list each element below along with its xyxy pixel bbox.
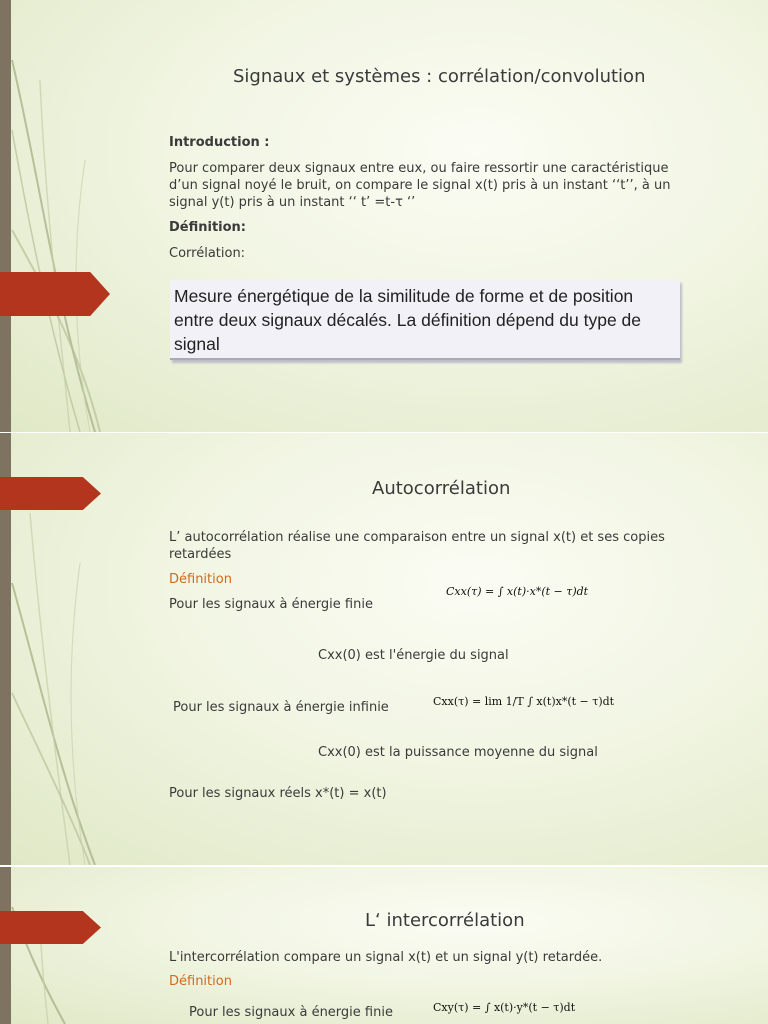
definition-label: Définition [169, 572, 232, 587]
accent-arrow [0, 477, 101, 510]
description-line-1: L’ autocorrélation réalise une comparaison entre un signal x(t) et ses copies [169, 530, 665, 545]
decorative-swoosh [0, 867, 120, 1024]
slide-autocorrelation [0, 433, 768, 865]
slide-title: Signaux et systèmes : corrélation/convolution [233, 66, 646, 87]
formula-text: Cxx(τ) = lim 1/T ∫ x(t)x*(t − τ)dt [433, 695, 615, 708]
autocorr-infinite-formula [433, 695, 614, 708]
slide-title: Autocorrélation [372, 478, 511, 499]
accent-arrow [0, 911, 101, 944]
infinite-energy-label: Pour les signaux à énergie infinie [173, 700, 389, 715]
formula-text: Cxy(τ) = ∫ x(t)·y*(t − τ)dt [433, 1001, 576, 1014]
description: L'intercorrélation compare un signal x(t) et un signal y(t) retardée. [169, 950, 603, 965]
decorative-swoosh [0, 0, 120, 432]
intro-line-2: d’un signal noyé le bruit, on compare le signal x(t) pris à un instant ‘‘t’’, à un [169, 178, 671, 193]
correlation-label: Corrélation: [169, 246, 246, 261]
intro-line-1: Pour comparer deux signaux entre eux, ou faire ressortir une caractéristique [169, 161, 669, 176]
definition-label: Définition [169, 974, 232, 989]
definition-box [170, 280, 680, 360]
slide-title: L‘ intercorrélation [365, 910, 525, 931]
energy-note: Cxx(0) est l'énergie du signal [318, 648, 509, 663]
power-note: Cxx(0) est la puissance moyenne du signal [318, 745, 598, 760]
slide-correlation-intro [0, 0, 768, 432]
real-signals-note: Pour les signaux réels x*(t) = x(t) [169, 786, 387, 801]
description-line-2: retardées [169, 547, 232, 562]
intro-line-3: signal y(t) pris à un instant ‘‘ t’ =t-τ ‘’ [169, 195, 416, 210]
intro-heading: Introduction : [169, 135, 270, 150]
slide-intercorrelation [0, 867, 768, 1024]
intercorr-finite-formula [433, 1001, 575, 1014]
definition-heading: Définition: [169, 220, 247, 235]
definition-box-text: Mesure énergétique de la similitude de forme et de position entre deux signaux décalés. La définition dépend du type de signal [174, 286, 642, 354]
finite-energy-label: Pour les signaux à énergie finie [189, 1005, 393, 1020]
accent-arrow [0, 272, 110, 316]
formula-text: Cxx(τ) = ∫ x(t)·x*(t − τ)dt [446, 585, 589, 598]
finite-energy-label: Pour les signaux à énergie finie [169, 597, 373, 612]
autocorr-finite-formula [446, 585, 588, 598]
